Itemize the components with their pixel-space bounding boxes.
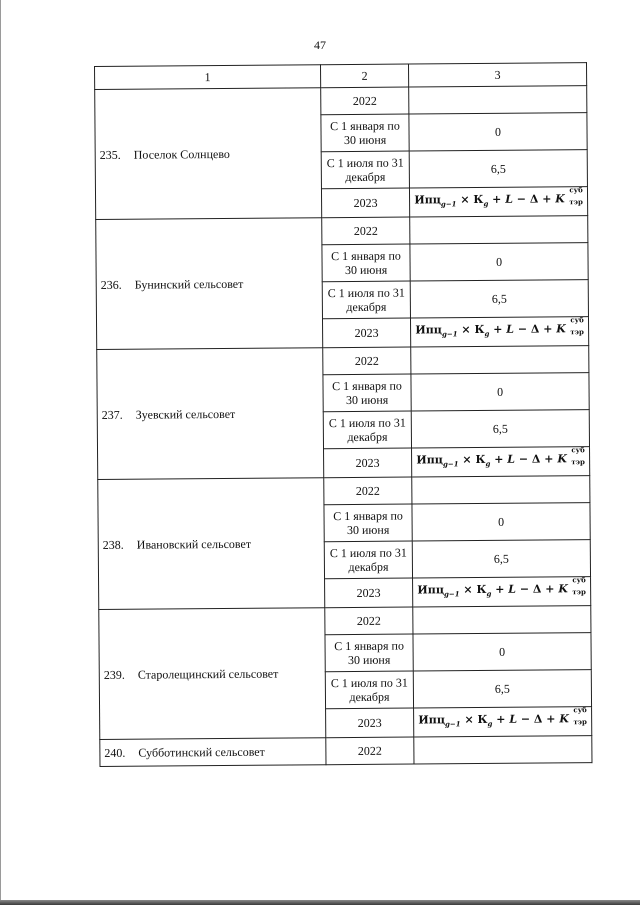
header-col-3: 3 bbox=[408, 63, 586, 87]
settlement-name: Зуевский сельсовет bbox=[135, 406, 236, 422]
scan-bottom-edge bbox=[0, 900, 640, 905]
table-row bbox=[96, 216, 588, 247]
value-cell: 6,5 bbox=[410, 280, 588, 318]
value-cell bbox=[410, 216, 588, 244]
value-cell bbox=[413, 606, 591, 634]
value-cell bbox=[409, 187, 587, 217]
value-cell bbox=[413, 577, 591, 607]
value-cell: 6,5 bbox=[412, 540, 590, 578]
value-cell: 0 bbox=[411, 373, 589, 411]
period-cell: С 1 января по 30 июня bbox=[321, 114, 409, 152]
value-cell: 0 bbox=[410, 243, 588, 281]
value-cell bbox=[409, 86, 587, 114]
table-row bbox=[97, 346, 589, 377]
settlement-cell bbox=[95, 88, 322, 220]
period-cell: 2023 bbox=[325, 578, 413, 608]
tariff-formula: $Ипц_{g-1} \times К_g + L - \Delta + K$ суб тэр bbox=[415, 315, 584, 339]
period-cell: 2022 bbox=[326, 737, 414, 765]
settlement-number: 235. bbox=[99, 147, 121, 162]
period-cell: 2023 bbox=[322, 318, 410, 348]
tariff-formula: $Ипц_{g-1} \times К_g + L - \Delta + K$ суб тэр bbox=[417, 575, 586, 599]
settlement-cell bbox=[98, 478, 325, 610]
period-cell: С 1 июля по 31 декабря bbox=[324, 541, 412, 579]
period-cell: С 1 января по 30 июня bbox=[325, 634, 413, 672]
value-cell: 0 bbox=[409, 113, 587, 151]
period-cell: 2022 bbox=[323, 347, 411, 375]
value-cell bbox=[412, 447, 590, 477]
value-cell: 0 bbox=[412, 503, 590, 541]
header-col-1: 1 bbox=[95, 65, 321, 90]
tariff-formula: $Ипц_{g-1} \times К_g + L - \Delta + K$ суб тэр bbox=[416, 445, 585, 469]
page-number: 47 bbox=[314, 38, 326, 52]
settlement-cell bbox=[99, 608, 326, 740]
tariff-table bbox=[94, 62, 592, 767]
table-row bbox=[95, 86, 587, 117]
period-cell: 2023 bbox=[321, 188, 409, 218]
settlement-cell bbox=[96, 218, 323, 350]
tariff-formula: $Ипц_{g-1} \times К_g + L - \Delta + K$ суб тэр bbox=[414, 185, 583, 209]
table-row bbox=[99, 606, 591, 637]
period-cell: 2022 bbox=[324, 477, 412, 505]
value-cell bbox=[412, 476, 590, 504]
scan-left-edge bbox=[0, 0, 1, 905]
tariff-formula: $Ипц_{g-1} \times К_g + L - \Delta + K$ суб тэр bbox=[418, 705, 587, 729]
period-cell: С 1 июля по 31 декабря bbox=[325, 671, 413, 709]
period-cell: 2023 bbox=[324, 448, 412, 478]
period-cell: 2022 bbox=[321, 87, 409, 115]
table-row bbox=[98, 476, 590, 507]
value-cell: 0 bbox=[413, 633, 591, 671]
settlement-cell bbox=[100, 738, 326, 767]
settlement-name: Бунинский сельсовет bbox=[134, 276, 244, 292]
period-cell: С 1 января по 30 июня bbox=[323, 374, 411, 412]
settlement-name: Поселок Солнцево bbox=[133, 146, 230, 162]
settlement-name: Старолещинский сельсовет bbox=[137, 666, 279, 682]
header-col-2: 2 bbox=[320, 64, 408, 88]
settlement-cell bbox=[97, 348, 324, 480]
settlement-number: 236. bbox=[100, 277, 122, 292]
table-row bbox=[100, 736, 592, 767]
settlement-number: 239. bbox=[103, 667, 125, 682]
value-cell bbox=[414, 736, 592, 764]
value-cell: 6,5 bbox=[409, 150, 587, 188]
period-cell: 2022 bbox=[322, 217, 410, 245]
period-cell: С 1 июля по 31 декабря bbox=[321, 151, 409, 189]
value-cell bbox=[414, 707, 592, 737]
settlement-name: Ивановский сельсовет bbox=[136, 536, 252, 552]
settlement-number: 240. bbox=[104, 745, 126, 760]
value-cell: 6,5 bbox=[411, 410, 589, 448]
period-cell: 2023 bbox=[326, 708, 414, 738]
settlement-number: 238. bbox=[102, 537, 124, 552]
period-cell: С 1 июля по 31 декабря bbox=[323, 411, 411, 449]
period-cell: С 1 января по 30 июня bbox=[322, 244, 410, 282]
settlement-number: 237. bbox=[101, 407, 123, 422]
period-cell: С 1 января по 30 июня bbox=[324, 504, 412, 542]
period-cell: 2022 bbox=[325, 607, 413, 635]
value-cell bbox=[411, 346, 589, 374]
settlement-name: Субботинский сельсовет bbox=[138, 744, 265, 760]
value-cell: 6,5 bbox=[413, 670, 591, 708]
period-cell: С 1 июля по 31 декабря bbox=[322, 281, 410, 319]
value-cell bbox=[410, 317, 588, 347]
